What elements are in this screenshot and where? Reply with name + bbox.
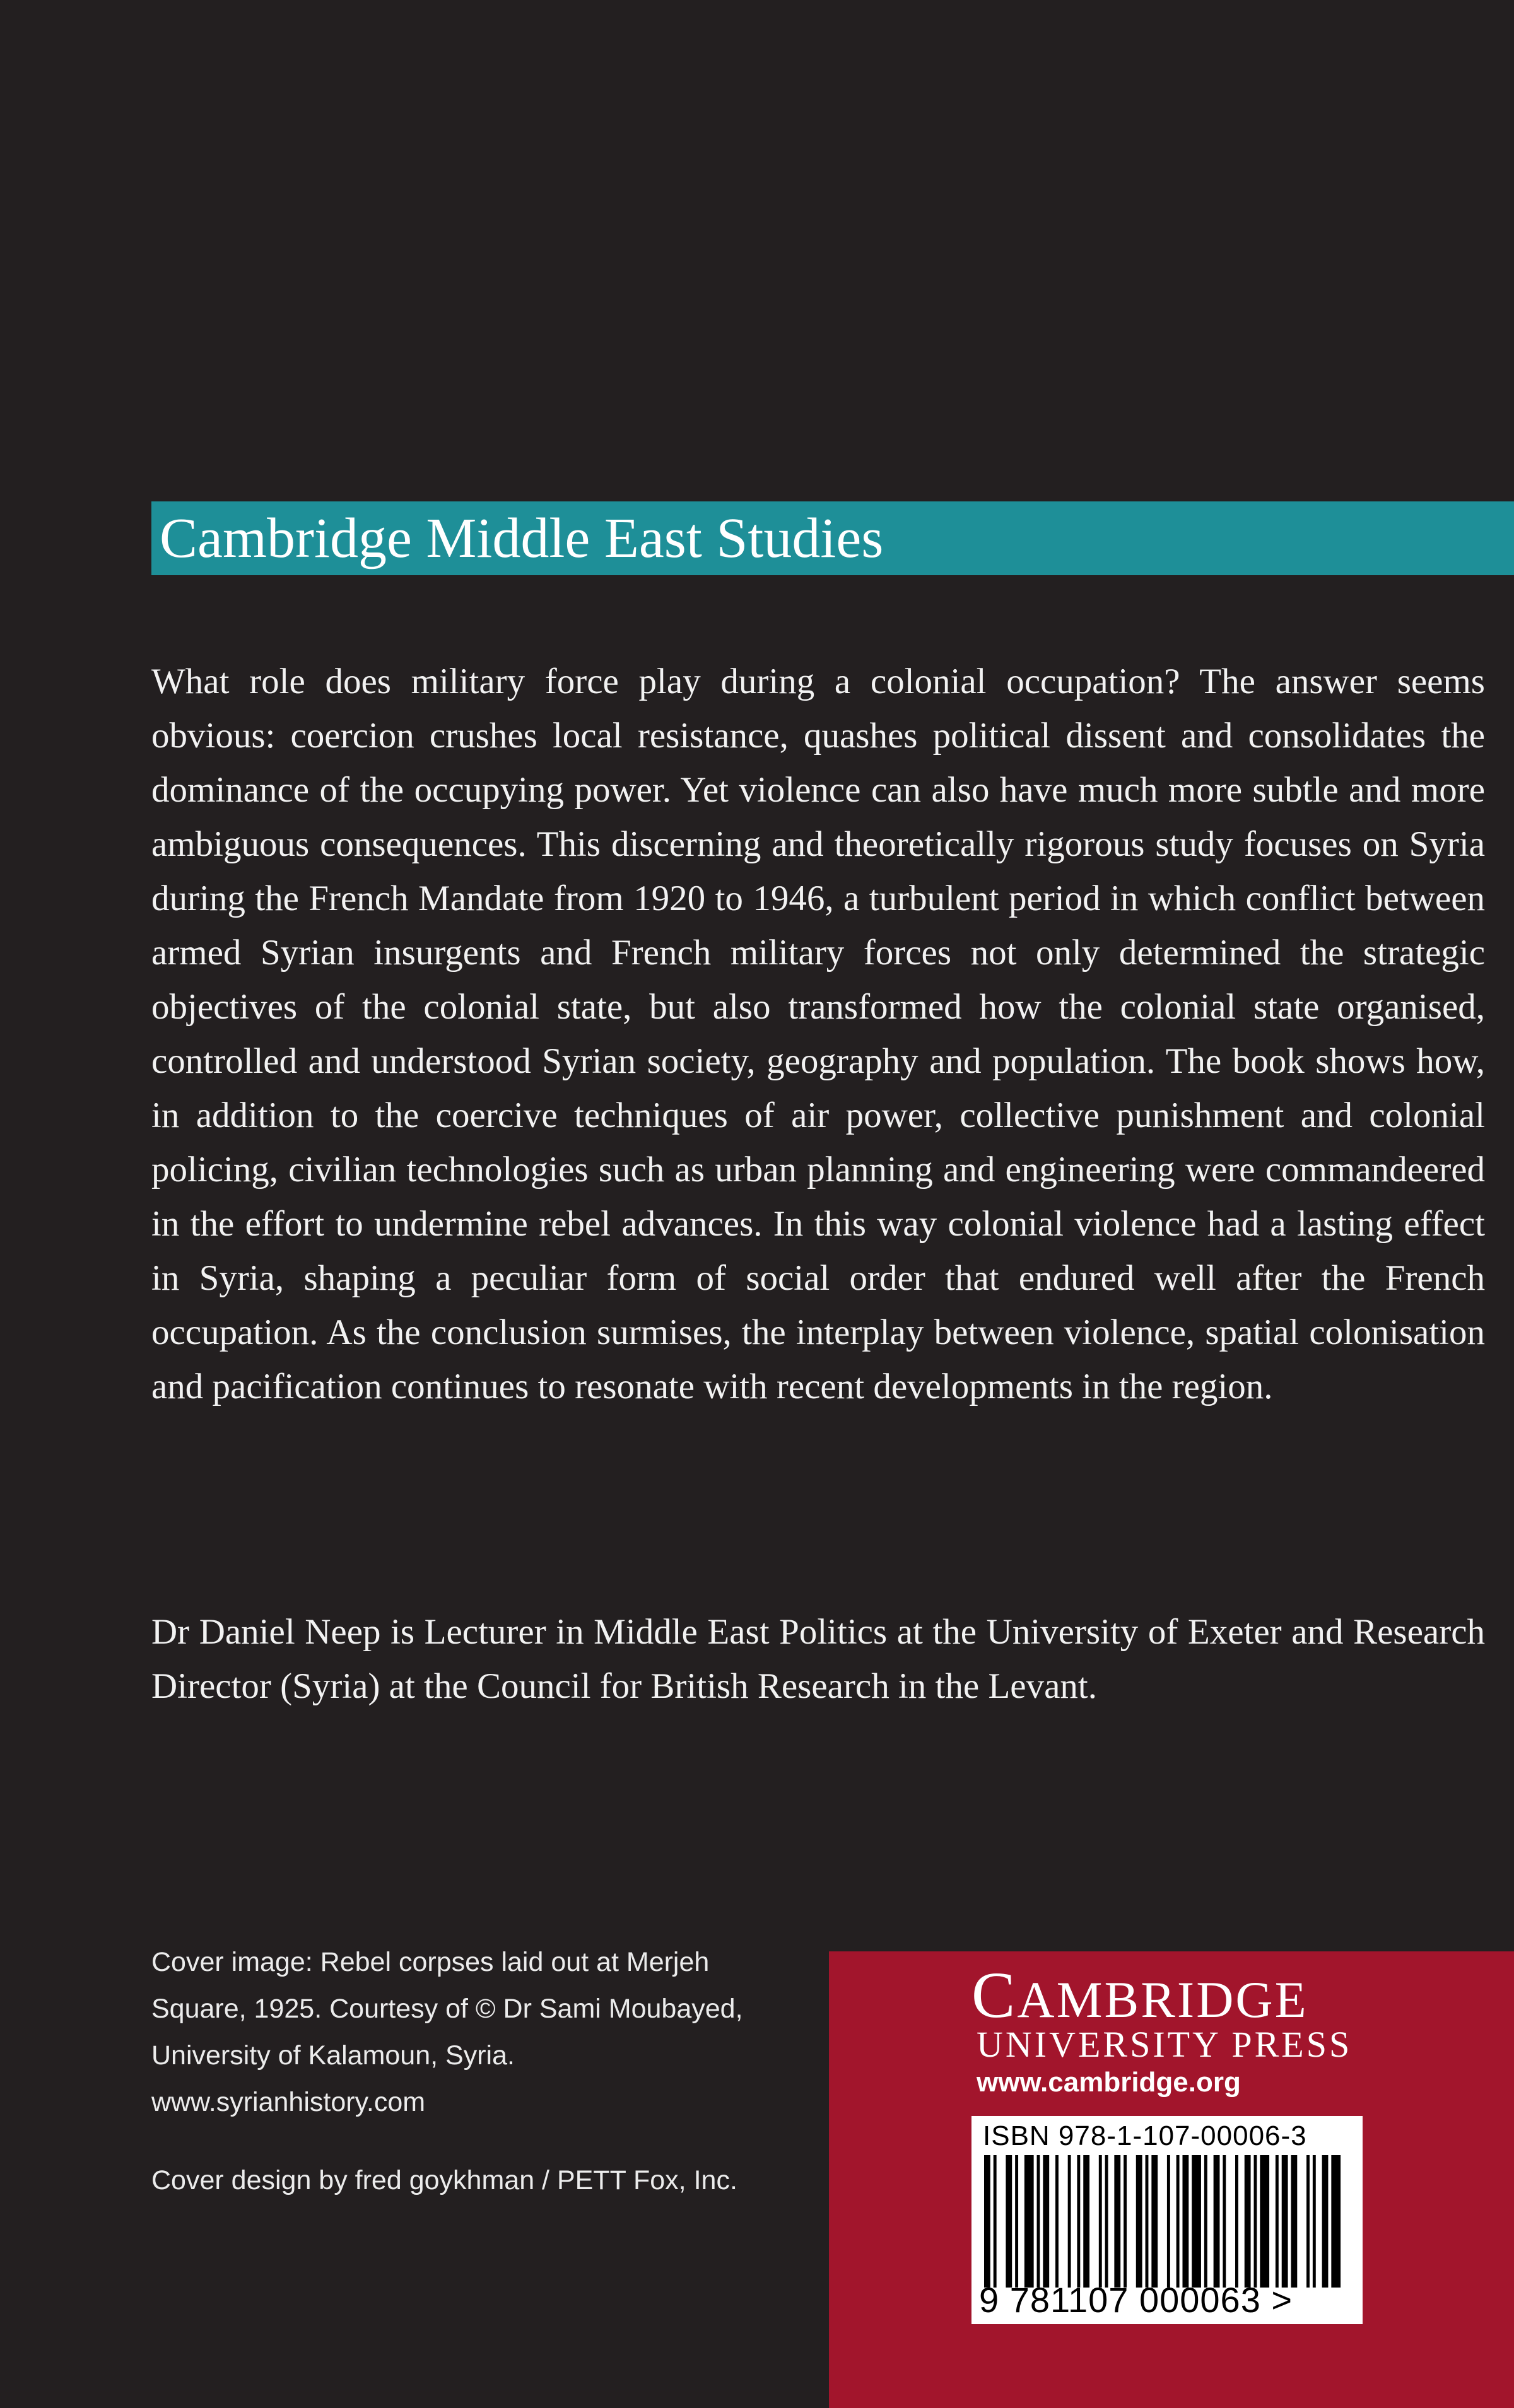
barcode-bar xyxy=(1182,2155,1188,2288)
barcode-bar xyxy=(1204,2155,1207,2288)
series-title: Cambridge Middle East Studies xyxy=(160,507,884,570)
book-description: What role does military force play during a colonial occupation? The answer seems obvious: coercion crushes local resistance, quashes political dissent and consolidates the dominance of the occupying power. Yet violence can also have much more subtle and more ambiguous consequences. This discerning and theoretically rigorous study focuses on Syria during the French Mandate from 1920 to 1946, a turbulent period in which conflict between armed Syrian insurgents and French military forces not only determined the strategic objectives of the colonial state, but also transformed how the colonial state organised, controlled and understood Syrian society, geography and population. The book shows how, in addition to the coercive techniques of air power, collective punishment and colonial policing, civilian technologies such as urban planning and engineering were commandeered in the effort to undermine rebel advances. In this way colonial violence had a lasting effect in Syria, shaping a peculiar form of social order that endured well after the French occupation. As the conclusion surmises, the interplay between violence, spatial colonisation and pacification continues to resonate with recent developments in the region. xyxy=(151,662,1485,1406)
isbn-label: ISBN 978-1-107-00006-3 xyxy=(983,2120,1307,2151)
cover-credit-line: University of Kalamoun, Syria. xyxy=(151,2040,515,2071)
barcode-bar xyxy=(1068,2155,1071,2288)
barcode-bar xyxy=(1105,2155,1108,2288)
barcode-bar xyxy=(1099,2155,1102,2288)
barcode-digits: 9 781107 000063 > xyxy=(979,2280,1293,2320)
barcode-bar xyxy=(1282,2155,1288,2288)
barcode-bar xyxy=(1291,2155,1297,2288)
barcode-bar xyxy=(994,2155,997,2288)
barcode-bar xyxy=(1024,2155,1034,2288)
barcode-bar xyxy=(1167,2155,1170,2288)
barcode-bar xyxy=(1322,2155,1329,2288)
barcode-bar xyxy=(1114,2155,1120,2288)
barcode-bar xyxy=(1306,2155,1310,2288)
publisher-url: www.cambridge.org xyxy=(977,2067,1241,2098)
barcode-bar xyxy=(1223,2155,1226,2288)
barcode-bar xyxy=(1214,2155,1220,2288)
publisher-subtitle: UNIVERSITY PRESS xyxy=(977,2024,1353,2065)
barcode-box xyxy=(971,2116,1363,2324)
barcode-bar xyxy=(1043,2155,1049,2288)
barcode-bar xyxy=(984,2155,990,2288)
cover-image-credit xyxy=(151,1939,782,2125)
cover-design-credit: Cover design by fred goykhman / PETT Fox, Inc. xyxy=(151,2165,737,2195)
barcode-bar xyxy=(1260,2155,1269,2288)
barcode-bar xyxy=(1037,2155,1040,2288)
barcode-bar xyxy=(1235,2155,1238,2288)
barcode-bar xyxy=(1136,2155,1142,2288)
barcode-bar xyxy=(1331,2155,1341,2288)
barcode-bar xyxy=(1254,2155,1257,2288)
author-bio: Dr Daniel Neep is Lecturer in Middle East Politics at the University of Exeter and Research Director (Syria) at the Council for British Research in the Levant. xyxy=(151,1612,1485,1706)
barcode-bar xyxy=(1077,2155,1080,2288)
publisher-logo-initial: C xyxy=(971,1959,1018,2031)
barcode-icon xyxy=(984,2155,1344,2288)
barcode-bar xyxy=(1124,2155,1127,2288)
barcode-bar xyxy=(1015,2155,1018,2288)
cover-credit-line: Cover image: Rebel corpses laid out at Merjeh xyxy=(151,1947,710,1977)
barcode-bar xyxy=(1192,2155,1201,2288)
barcode-bar xyxy=(1245,2155,1251,2288)
cover-credit-line: Square, 1925. Courtesy of © Dr Sami Moubayed, xyxy=(151,1994,743,2024)
barcode-bar xyxy=(1055,2155,1059,2288)
barcode-bar xyxy=(1083,2155,1089,2288)
barcode-bar xyxy=(1276,2155,1279,2288)
barcode-bar xyxy=(1006,2155,1012,2288)
cover-credit-url: www.syrianhistory.com xyxy=(151,2087,426,2117)
publisher-logo-rest: AMBRIDGE xyxy=(1017,1971,1308,2028)
barcode-bar xyxy=(1146,2155,1149,2288)
barcode-bar xyxy=(1151,2155,1158,2288)
barcode-bar xyxy=(1313,2155,1316,2288)
publisher-logo xyxy=(971,1959,1308,2031)
barcode-bar xyxy=(1177,2155,1180,2288)
